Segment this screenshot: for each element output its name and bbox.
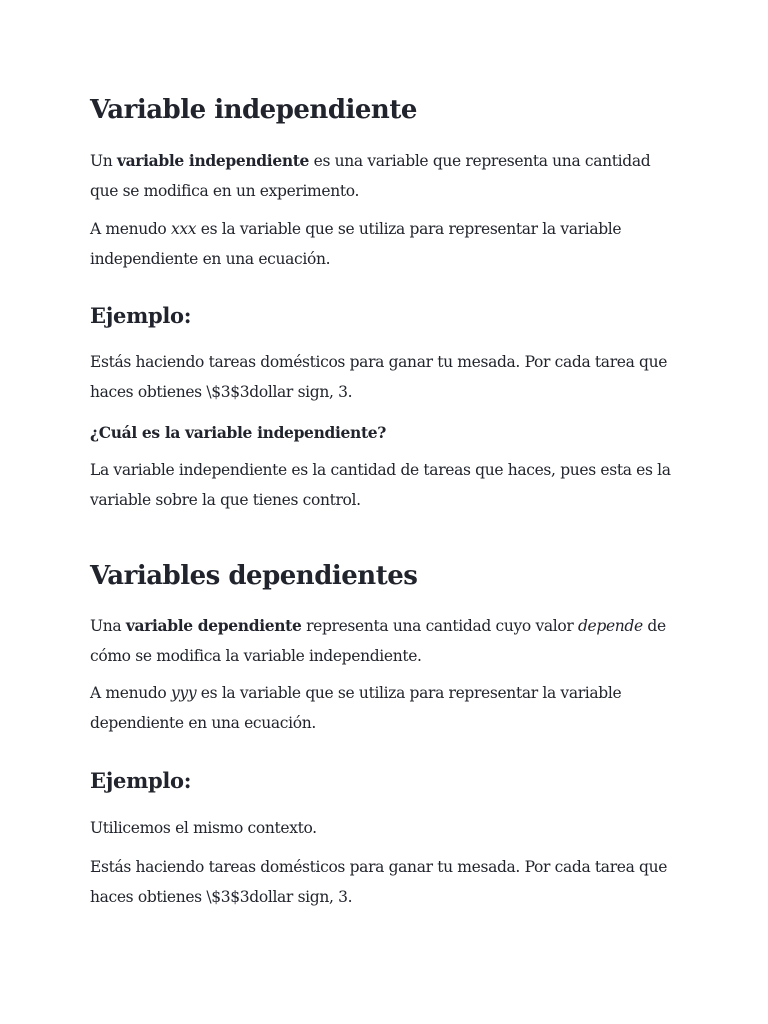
definition-text-end: de cómo se modifica la variable independiente. bbox=[90, 617, 666, 665]
example-answer: La variable independiente es la cantidad de tareas que haces, pues esta es la variable sobre la que tienes control. bbox=[90, 461, 671, 509]
definition-prefix: Un bbox=[90, 152, 117, 170]
definition-text: es una variable que representa una cantidad que se modifica en un experimento. bbox=[90, 152, 651, 200]
example-text: Estás haciendo tareas domésticos para ganar tu mesada. Por cada tarea que haces obtienes \$3$3dollar sign, 3. bbox=[90, 353, 668, 401]
notation-prefix: A menudo bbox=[90, 220, 171, 238]
dependent-variable-definition bbox=[90, 611, 680, 671]
definition-text: representa una cantidad cuyo valor bbox=[301, 617, 578, 635]
italic-term-depende: depende bbox=[577, 617, 643, 635]
notation-prefix: A menudo bbox=[90, 684, 171, 702]
example-heading: Ejemplo: bbox=[90, 303, 192, 328]
dependent-variable-notation bbox=[90, 679, 680, 738]
bold-term-independent-variable: variable independiente bbox=[116, 151, 310, 170]
section-heading-independent-variable: Variable independiente bbox=[90, 95, 417, 125]
independent-variable-notation bbox=[90, 215, 680, 274]
definition-prefix: Una bbox=[90, 617, 126, 635]
notation-text: es la variable que se utiliza para representar la variable independiente en una ecuación. bbox=[90, 220, 622, 268]
notation-text: es la variable que se utiliza para representar la variable dependiente en una ecuación. bbox=[90, 684, 622, 732]
example-text: Estás haciendo tareas domésticos para ganar tu mesada. Por cada tarea que haces obtienes \$3$3dollar sign, 3. bbox=[90, 858, 668, 906]
section-heading-dependent-variables: Variables dependientes bbox=[90, 561, 418, 591]
math-variable-x: xxx bbox=[171, 220, 197, 238]
independent-variable-definition bbox=[90, 146, 680, 206]
example-context: Utilicemos el mismo contexto. bbox=[90, 819, 317, 837]
math-variable-y: yyy bbox=[171, 684, 197, 702]
bold-term-dependent-variable: variable dependiente bbox=[125, 616, 302, 635]
example-question: ¿Cuál es la variable independiente? bbox=[90, 423, 386, 442]
example-heading: Ejemplo: bbox=[90, 768, 192, 793]
